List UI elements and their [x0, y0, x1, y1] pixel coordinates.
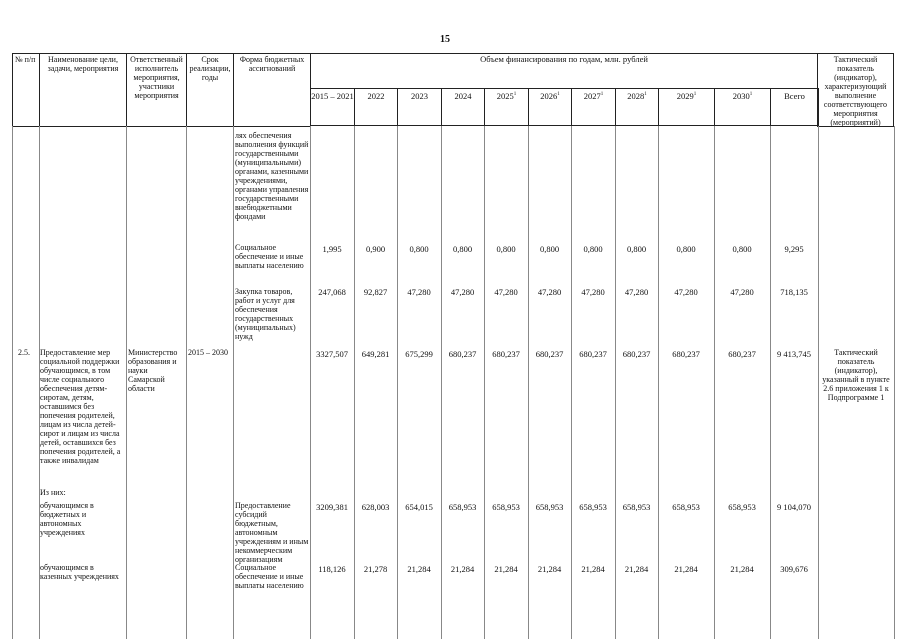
budget-value-3: 658,953 — [448, 502, 477, 512]
column-divider — [894, 126, 895, 639]
item25-value-4: 680,237 — [492, 349, 520, 359]
page-number: 15 — [440, 34, 450, 45]
item-2-5-executor: Министерство образования и науки Самарской области — [128, 348, 178, 393]
social-value-3: 0,800 — [452, 244, 473, 254]
kazen-value-0: 118,126 — [318, 564, 346, 574]
item-2-5-number: 2.5. — [18, 348, 30, 357]
social-value-9: 0,800 — [732, 244, 752, 254]
purchase-value-3: 47,280 — [450, 287, 475, 297]
budget-form: Предоставление субсидий бюджетным, автономным учреждениям и иным некоммерческим организациям — [235, 501, 309, 564]
purchase-value-0: 247,068 — [318, 287, 346, 297]
column-divider — [571, 126, 572, 639]
purchase-value-1: 92,827 — [363, 287, 388, 297]
budget-value-0: 3209,381 — [316, 502, 348, 512]
social-value-5: 0,800 — [539, 244, 560, 254]
column-divider — [126, 126, 127, 639]
item25-value-9: 680,237 — [728, 349, 756, 359]
header-col-term: Срок реализации, годы — [186, 53, 234, 127]
social-value-10: 9,295 — [784, 244, 804, 254]
kazen-value-7: 21,284 — [624, 564, 649, 574]
year-header-3: 2024 — [441, 88, 485, 126]
kazen-value-1: 21,278 — [363, 564, 388, 574]
kazen-value-6: 21,284 — [581, 564, 605, 574]
item25-value-0: 3327,507 — [316, 349, 348, 359]
purchase-value-10: 718,135 — [780, 287, 808, 297]
column-divider — [714, 126, 715, 639]
column-divider — [186, 126, 187, 639]
column-divider — [658, 126, 659, 639]
cont-form-text: лях обеспечения выполнения функций государственными (муниципальными) органами, казенными учреждениями, органами управления государственными внебюджетными фондами — [235, 131, 309, 221]
budget-value-6: 658,953 — [579, 502, 607, 512]
purchase-value-5: 47,280 — [537, 287, 562, 297]
purchase-value-4: 47,280 — [494, 287, 518, 297]
column-divider — [484, 126, 485, 639]
kazen-value-2: 21,284 — [407, 564, 431, 574]
kazen-value-5: 21,284 — [537, 564, 562, 574]
header-col-form: Форма бюджетных ассигнований — [233, 53, 311, 127]
item25-value-1: 649,281 — [361, 349, 390, 359]
social-value-0: 1,995 — [322, 244, 342, 254]
column-divider — [615, 126, 616, 639]
budget-value-1: 628,003 — [361, 502, 390, 512]
budget-value-5: 658,953 — [535, 502, 564, 512]
social-value-1: 0,900 — [365, 244, 386, 254]
header-col-executor: Ответственный исполнитель мероприятия, участники мероприятия — [126, 53, 187, 127]
year-header-0: 2015 – 2021 — [310, 88, 355, 126]
year-header-4: 2025$^1$ — [484, 88, 529, 126]
item25-value-6: 680,237 — [579, 349, 607, 359]
item25-value-2: 675,299 — [405, 349, 433, 359]
item25-value-7: 680,237 — [622, 349, 651, 359]
kazen-value-4: 21,284 — [494, 564, 518, 574]
purchase-value-7: 47,280 — [624, 287, 649, 297]
column-divider — [397, 126, 398, 639]
budget-value-9: 658,953 — [728, 502, 756, 512]
year-header-9: 2030$^1$ — [714, 88, 771, 126]
kazen-name: обучающимся в казенных учреждениях — [40, 563, 119, 581]
item25-value-10: 9 413,745 — [777, 349, 811, 359]
year-header-10: Всего — [770, 88, 819, 126]
item-2-5-term: 2015 – 2030 — [188, 348, 228, 357]
column-divider — [441, 126, 442, 639]
column-divider — [770, 126, 771, 639]
kazen-form: Социальное обеспечение и иные выплаты населению — [235, 563, 304, 590]
purchase-value-8: 47,280 — [674, 287, 698, 297]
header-col-name: Наименование цели, задачи, мероприятия — [39, 53, 127, 127]
kazen-value-10: 309,676 — [780, 564, 808, 574]
kazen-value-3: 21,284 — [450, 564, 475, 574]
column-divider — [354, 126, 355, 639]
column-divider — [818, 126, 819, 639]
year-header-5: 2026$^1$ — [528, 88, 572, 126]
kazen-value-8: 21,284 — [674, 564, 698, 574]
budget-value-7: 658,953 — [622, 502, 651, 512]
budget-name: обучающимся в бюджетных и автономных учреждениях — [40, 501, 94, 537]
social-value-2: 0,800 — [409, 244, 429, 254]
social-form: Социальное обеспечение и иные выплаты населению — [235, 243, 304, 270]
header-col-no: № п/п — [12, 53, 40, 127]
social-value-6: 0,800 — [583, 244, 603, 254]
year-header-7: 2028$^1$ — [615, 88, 659, 126]
column-divider — [528, 126, 529, 639]
year-header-8: 2029$^1$ — [658, 88, 715, 126]
budget-value-4: 658,953 — [492, 502, 520, 512]
budget-value-8: 658,953 — [672, 502, 700, 512]
purchase-value-9: 47,280 — [730, 287, 754, 297]
year-header-6: 2027$^1$ — [571, 88, 616, 126]
header-col-indicator: Тактический показатель (индикатор), характеризующий выполнение соответствующего мероприятия (мероприятий) — [817, 53, 894, 127]
year-header-1: 2022 — [354, 88, 398, 126]
header-col-volume: Объем финансирования по годам, млн. рублей — [310, 53, 818, 89]
item25-value-5: 680,237 — [535, 349, 564, 359]
item-2-5-indicator: Тактический показатель (индикатор), указанный в пункте 2.6 приложения 1 к Подпрограмме 1 — [822, 348, 890, 402]
column-divider — [310, 126, 311, 639]
item25-value-8: 680,237 — [672, 349, 700, 359]
column-divider — [12, 126, 13, 639]
year-header-2: 2023 — [397, 88, 442, 126]
budget-value-2: 654,015 — [405, 502, 433, 512]
purchase-value-2: 47,280 — [407, 287, 431, 297]
budget-value-10: 9 104,070 — [777, 502, 811, 512]
item25-value-3: 680,237 — [448, 349, 477, 359]
item-2-5-name: Предоставление мер социальной поддержки обучающимся, в том числе социального обеспечения детям-сиротам, детям, оставшимся без попечения родителей, лицам из числа детей-сирот и лицам из числа детей, оставшихся без попечения родителей, а также инвалидам — [40, 348, 121, 465]
of-them-label: Из них: — [40, 488, 66, 497]
social-value-7: 0,800 — [626, 244, 647, 254]
social-value-4: 0,800 — [496, 244, 516, 254]
purchase-form: Закупка товаров, работ и услуг для обеспечения государственных (муниципальных) нужд — [235, 287, 296, 341]
purchase-value-6: 47,280 — [581, 287, 605, 297]
social-value-8: 0,800 — [676, 244, 696, 254]
kazen-value-9: 21,284 — [730, 564, 754, 574]
column-divider — [233, 126, 234, 639]
